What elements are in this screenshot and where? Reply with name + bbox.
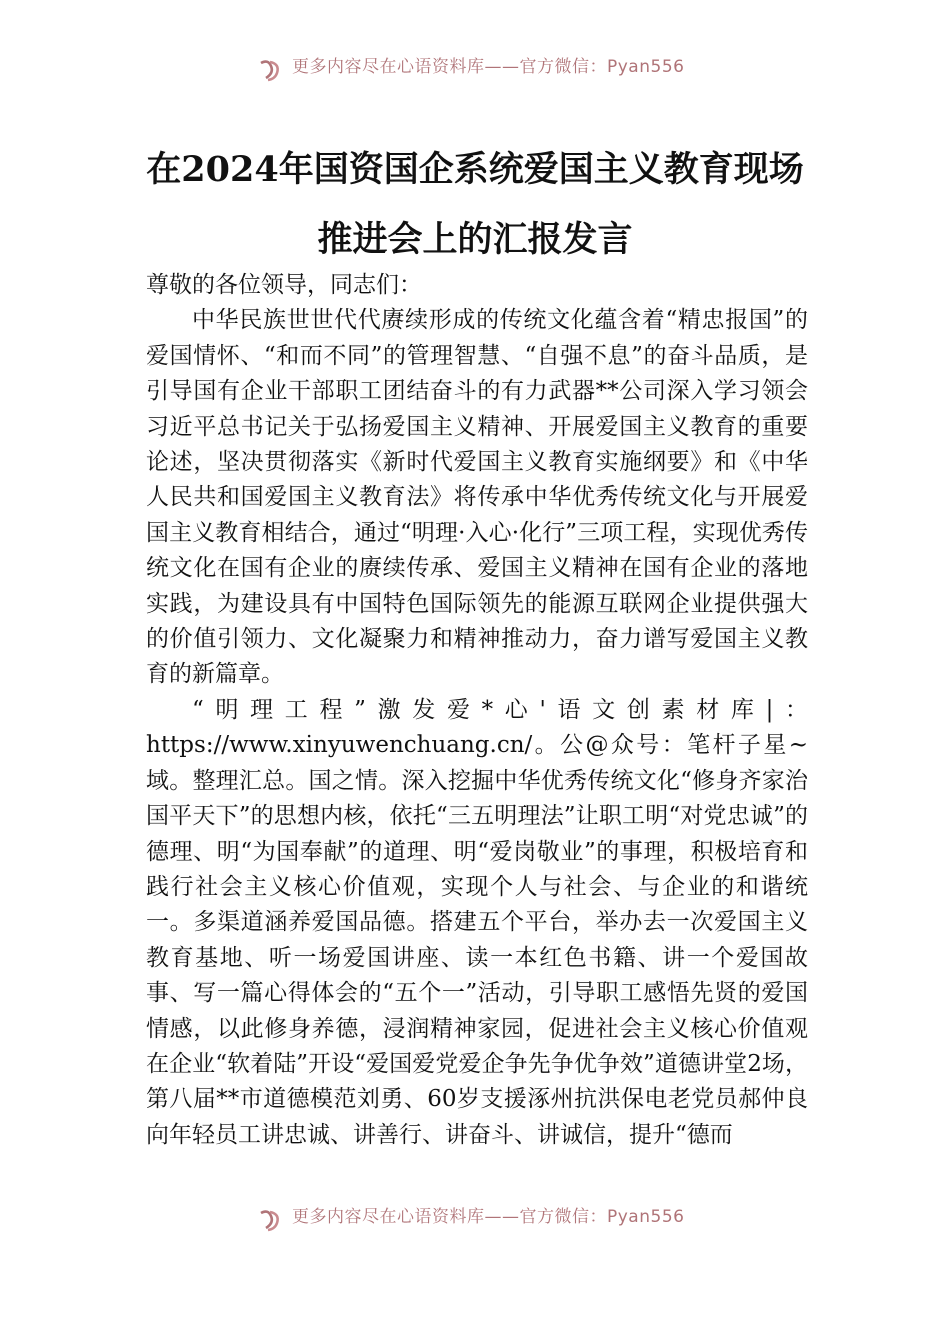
paragraph: “明理工程”激发爱*心'语文创素材库|：https://www.xinyuwenchuang.cn/。公@众号：笔杆子星~域。整理汇总。国之情。深入挖掘中华优秀传统文化“修身齐家治国平天下”的思想内核，依托“三五明理法”让职工明“对党忠诚”的德理、明“为国奉献”的道理、明“爱岗敬业”的事理，积极培育和践行社会主义核心价值观，实现个人与社会、与企业的和谐统一。多渠道涵养爱国品德。搭建五个平台，举办去一次爱国主义教育基地、听一场爱国讲座、读一本红色书籍、讲一个爱国故事、写一篇心得体会的“五个一”活动，引导职工感悟先贤的爱国情感，以此修身养德，浸润精神家园，促进社会主义核心价值观在企业“软着陆”开设“爱国爱党爱企争先争优争效”道德讲堂2场，第八届**市道德模范刘勇、60岁支援涿州抗洪保电老党员郝仲良向年轻员工讲忠诚、讲善行、讲奋斗、讲诚信，提升“德而 — [146, 696, 808, 1148]
watermark-header — [258, 56, 778, 84]
salutation: 尊敬的各位领导，同志们： — [146, 272, 422, 298]
paragraph: 中华民族世世代代赓续形成的传统文化蕴含着“精忠报国”的爱国情怀、“和而不同”的管理智慧、“自强不息”的奋斗品质，是引导国有企业干部职工团结奋斗的有力武器**公司深入学习领会习近平总书记关于弘扬爱国主义精神、开展爱国主义教育的重要论述，坚决贯彻落实《新时代爱国主义教育实施纲要》和《中华人民共和国爱国主义教育法》将传承中华优秀传统文化与开展爱国主义教育相结合，通过“明理·入心·化行”三项工程，实现优秀传统文化在国有企业的赓续传承、爱国主义精神在国有企业的落地实践，为建设具有中国特色国际领先的能源互联网企业提供强大的价值引领力、文化凝聚力和精神推动力，奋力谱写爱国主义教育的新篇章。 — [146, 307, 808, 688]
document-title-line1: 在2024年国资国企系统爱国主义教育现场 — [146, 149, 804, 190]
logo-icon — [258, 58, 284, 82]
watermark-footer — [258, 1206, 778, 1234]
document-title-line2: 推进会上的汇报发言 — [317, 219, 633, 260]
logo-icon — [258, 1208, 284, 1232]
watermark-text: 更多内容尽在心语资料库——官方微信：Pyan556 — [292, 1206, 685, 1227]
watermark-text: 更多内容尽在心语资料库——官方微信：Pyan556 — [292, 56, 685, 77]
document-body — [146, 268, 808, 1153]
